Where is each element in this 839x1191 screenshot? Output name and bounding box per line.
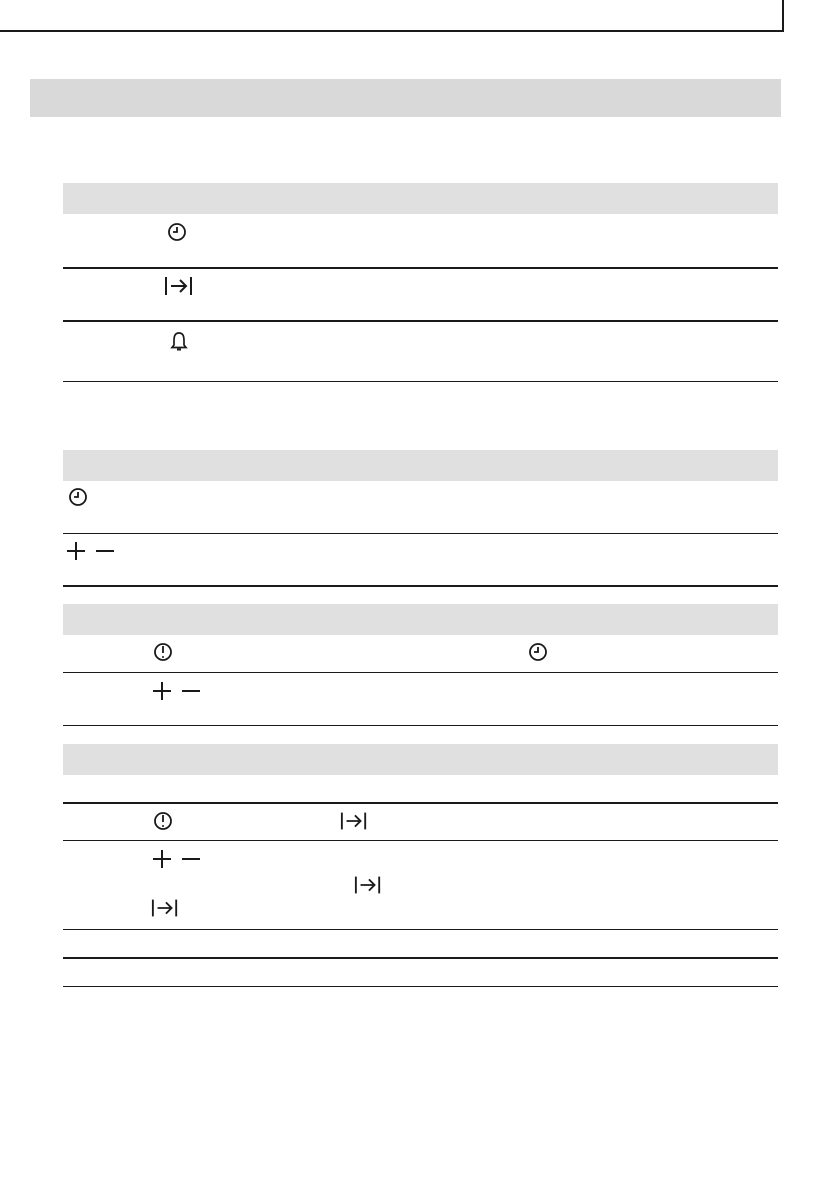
table-row-divider [63,585,778,587]
clock-icon [528,642,548,662]
table-row-divider [63,672,778,673]
end-time-icon [151,897,179,919]
table-header [63,183,778,214]
table-row-divider [63,986,778,987]
bell-icon [170,331,188,353]
table-row-divider [63,267,778,269]
timer-icon [153,642,173,662]
minus-icon [181,849,201,869]
table-row-divider [63,802,778,804]
section-header [30,79,781,117]
minus-icon [181,681,201,701]
clock-icon [68,487,88,507]
table-row-divider [63,929,778,930]
end-time-icon [164,275,194,297]
plus-icon [152,681,172,701]
page-corner-mark [782,0,784,32]
table-row-divider [63,840,778,841]
table-row-divider [63,533,778,534]
timer-icon [153,811,173,831]
plus-icon [66,541,86,561]
table-row-divider [63,381,778,382]
table-header [63,744,778,775]
table-row-divider [63,320,778,322]
end-time-icon [354,874,382,896]
page-top-rule [0,30,784,32]
minus-icon [95,541,115,561]
plus-icon [152,849,172,869]
clock-icon [167,222,187,242]
end-time-icon [340,810,368,832]
table-header [63,450,778,481]
table-header [63,604,778,635]
table-row-divider [63,957,778,959]
table-row-divider [63,725,778,726]
